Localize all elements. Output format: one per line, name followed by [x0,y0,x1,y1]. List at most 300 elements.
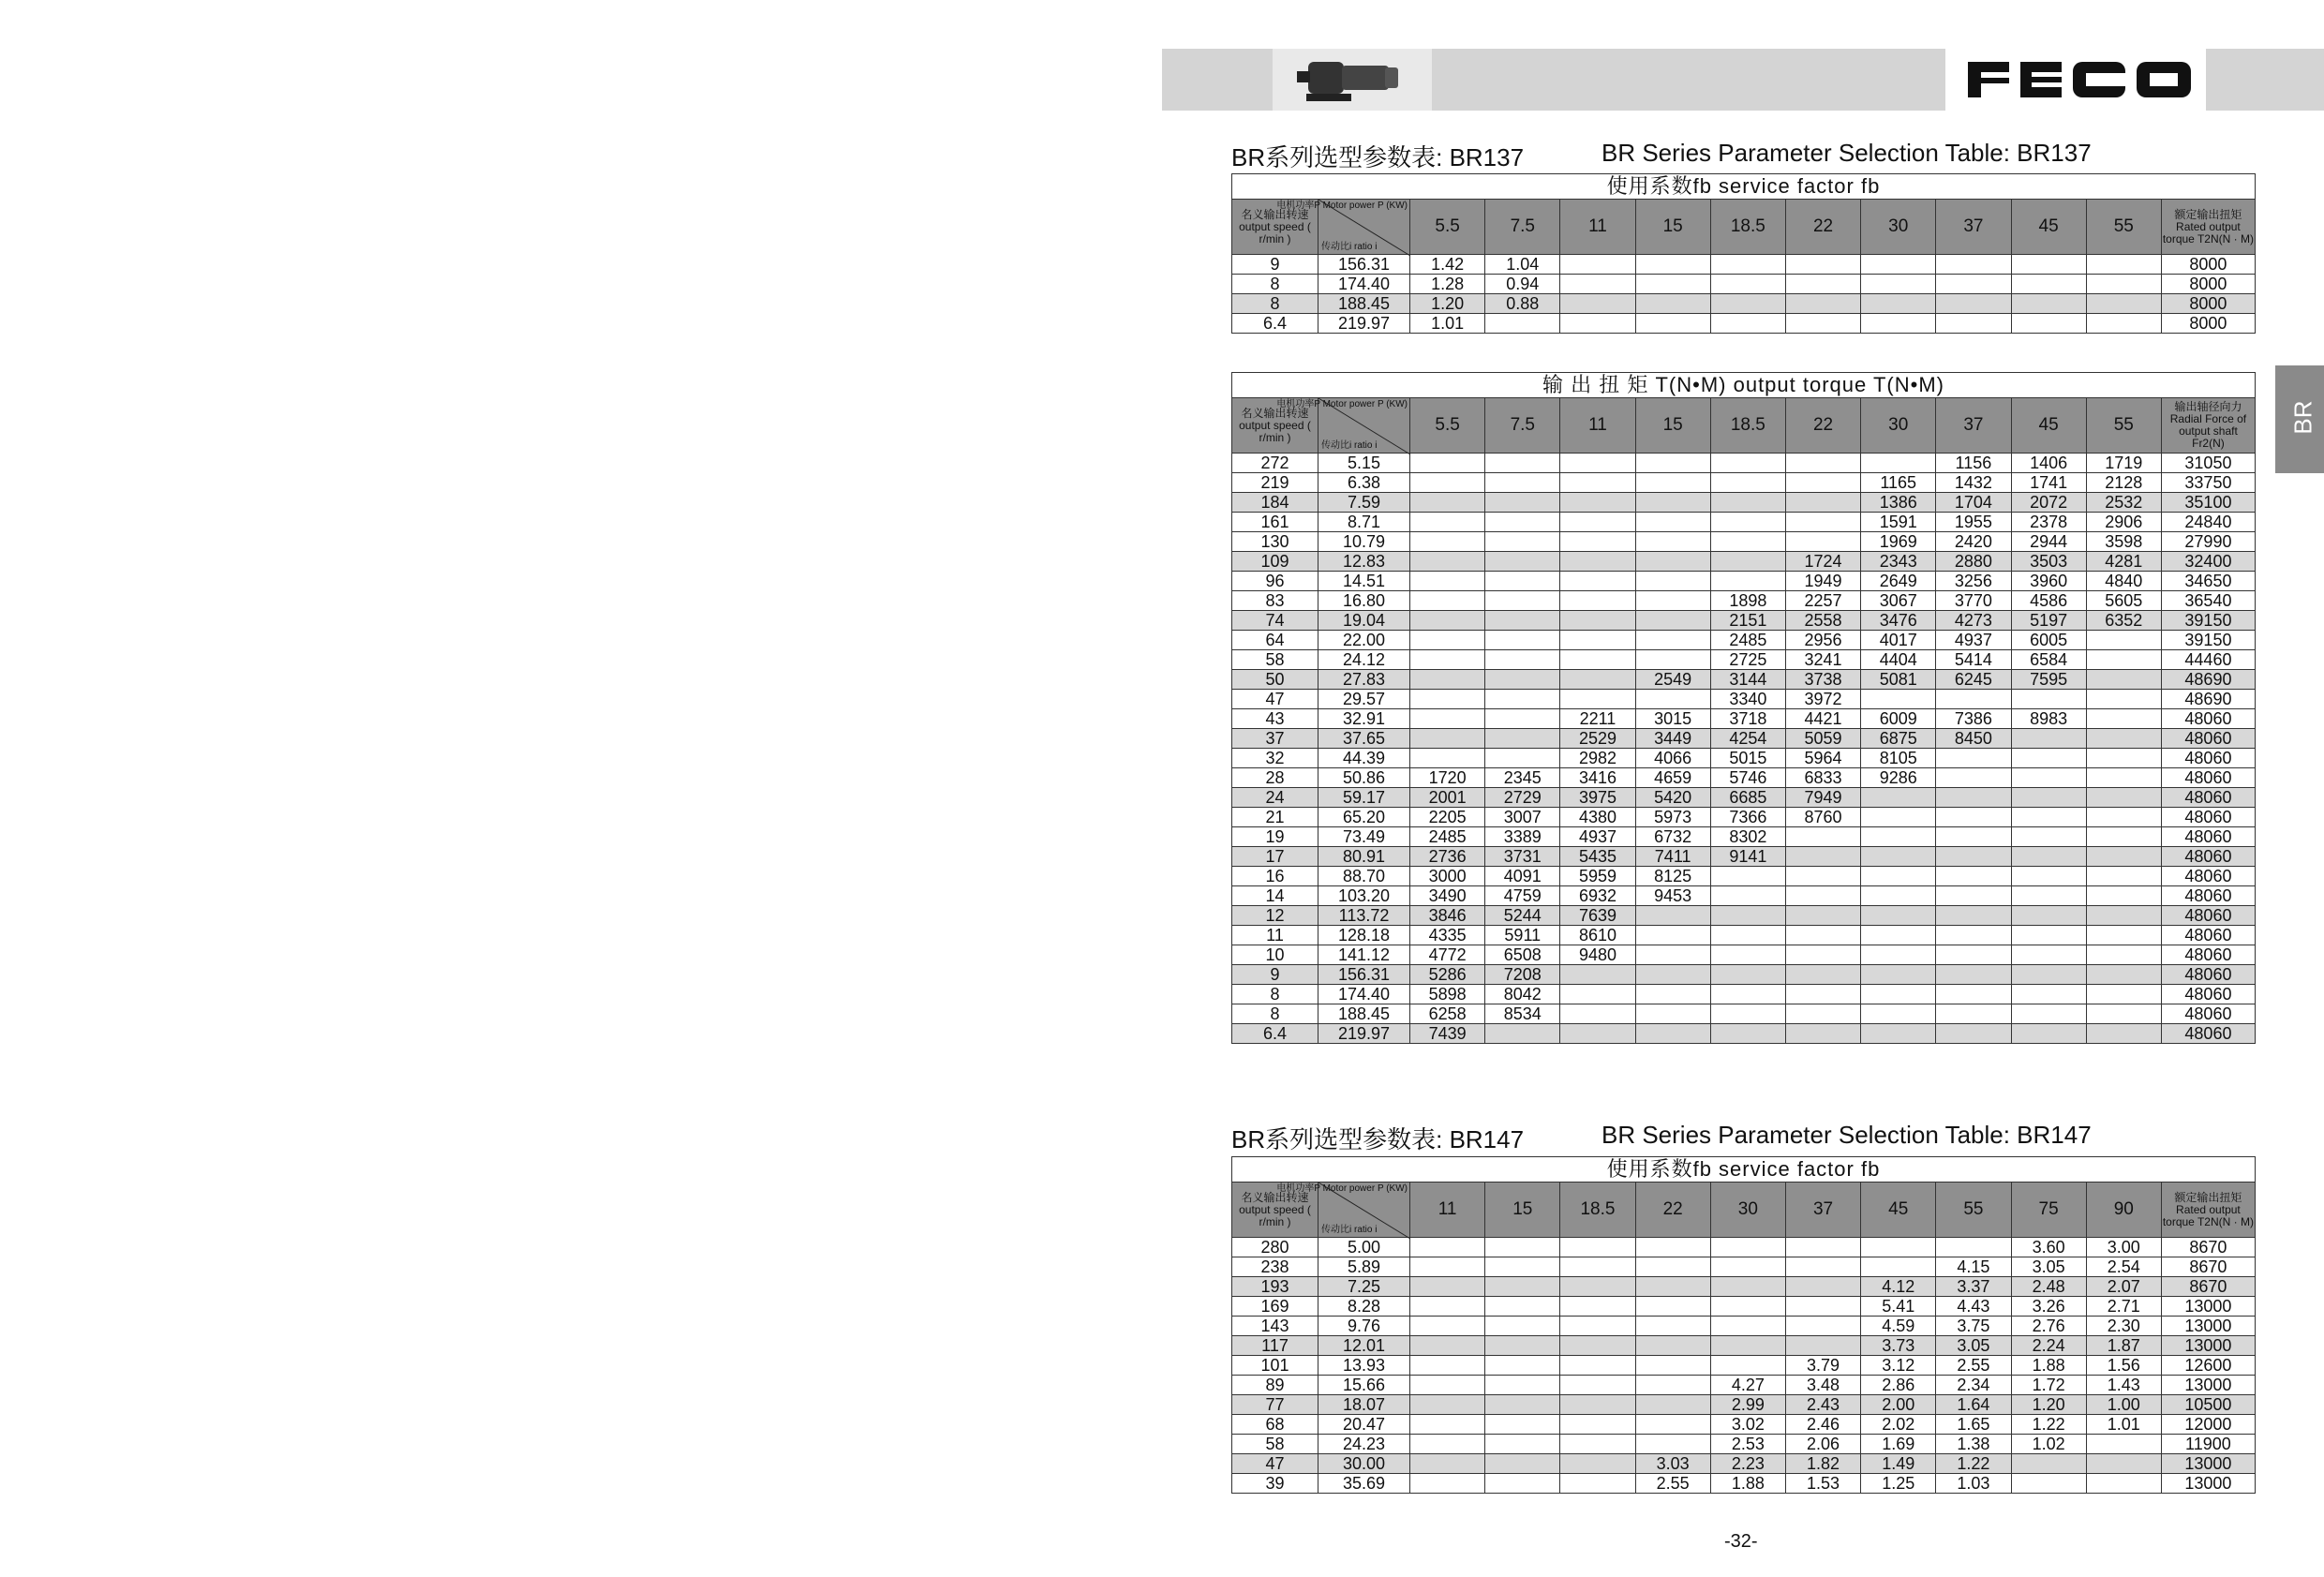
value-cell [1560,572,1635,591]
value-cell [1485,611,1560,631]
value-cell: 3490 [1410,886,1485,906]
speed-cell: 11 [1232,926,1318,945]
value-cell: 2.23 [1710,1454,1785,1474]
side-tab-label: BR [2288,400,2317,435]
table-row [1232,314,2256,334]
value-cell: 3975 [1560,788,1635,808]
value-cell: 7386 [1936,709,2011,729]
power-col: 45 [1861,1183,1936,1238]
value-cell [1936,1004,2011,1024]
value-cell: 3449 [1635,729,1710,749]
value-cell [1936,847,2011,867]
value-cell [2086,709,2161,729]
table-row [1232,1376,2256,1395]
value-cell [1410,513,1485,532]
value-cell [1485,1238,1560,1257]
value-cell [1635,294,1710,314]
value-cell: 5081 [1861,670,1936,690]
value-cell [1785,965,1860,985]
value-cell [1410,729,1485,749]
table-caption: 使用系数fb service factor fb [1232,174,2256,200]
value-cell [1861,985,1936,1004]
power-ratio-header: 电机功率P Motor power P (KW) 传动比i ratio i [1318,398,1410,454]
value-cell: 1.38 [1936,1435,2011,1454]
table-row [1232,768,2256,788]
value-cell: 4.59 [1861,1317,1936,1336]
value-cell [1936,294,2011,314]
speed-cell: 83 [1232,591,1318,611]
value-cell: 2205 [1410,808,1485,827]
value-cell [1485,513,1560,532]
value-cell [1410,1257,1485,1277]
value-cell [1785,906,1860,926]
value-cell [1485,1277,1560,1297]
speed-cell: 109 [1232,552,1318,572]
header-bar-right [2206,49,2324,111]
power-col: 45 [2011,200,2086,255]
value-cell: 3718 [1710,709,1785,729]
value-cell [2011,729,2086,749]
power-col: 11 [1410,1183,1485,1238]
value-cell [2086,631,2161,650]
value-cell: 2485 [1710,631,1785,650]
value-cell [2086,650,2161,670]
value-cell [1560,1356,1635,1376]
value-cell: 7208 [1485,965,1560,985]
page-number: -32- [1724,1531,1758,1552]
value-cell [1485,631,1560,650]
value-cell: 1165 [1861,473,1936,493]
value-cell [1785,1317,1860,1336]
last-cell: 8670 [2161,1257,2255,1277]
value-cell: 4772 [1410,945,1485,965]
value-cell [1560,454,1635,473]
power-col: 22 [1635,1183,1710,1238]
value-cell [1861,788,1936,808]
ratio-cell: 113.72 [1318,906,1410,926]
table-row [1232,788,2256,808]
last-cell: 48060 [2161,709,2255,729]
power-col: 7.5 [1485,200,1560,255]
value-cell: 1.20 [1410,294,1485,314]
table-row [1232,985,2256,1004]
value-cell: 5414 [1936,650,2011,670]
value-cell: 2.00 [1861,1395,1936,1415]
ratio-cell: 37.65 [1318,729,1410,749]
last-cell: 12600 [2161,1356,2255,1376]
value-cell: 3007 [1485,808,1560,827]
value-cell [1410,631,1485,650]
value-cell: 4066 [1635,749,1710,768]
value-cell: 4759 [1485,886,1560,906]
ratio-cell: 5.89 [1318,1257,1410,1277]
value-cell [2011,886,2086,906]
value-cell [1560,1238,1635,1257]
value-cell [1861,886,1936,906]
speed-cell: 50 [1232,670,1318,690]
value-cell [2011,965,2086,985]
value-cell [2011,768,2086,788]
value-cell [1936,788,2011,808]
value-cell: 1741 [2011,473,2086,493]
value-cell [2011,294,2086,314]
value-cell [1936,768,2011,788]
speed-cell: 68 [1232,1415,1318,1435]
value-cell: 2.24 [2011,1336,2086,1356]
last-cell: 48060 [2161,788,2255,808]
value-cell: 3.75 [1936,1317,2011,1336]
value-cell [1785,294,1860,314]
value-cell [2086,985,2161,1004]
value-cell: 3.48 [1785,1376,1860,1395]
value-cell [1410,1317,1485,1336]
last-cell: 39150 [2161,611,2255,631]
value-cell: 6932 [1560,886,1635,906]
speed-cell: 39 [1232,1474,1318,1494]
value-cell [1785,1024,1860,1044]
value-cell: 1.82 [1785,1454,1860,1474]
value-cell: 8042 [1485,985,1560,1004]
value-cell: 2485 [1410,827,1485,847]
value-cell [1785,493,1860,513]
value-cell: 2906 [2086,513,2161,532]
value-cell [1785,275,1860,294]
value-cell [1560,670,1635,690]
value-cell [2086,827,2161,847]
power-col: 5.5 [1410,398,1485,454]
value-cell: 5964 [1785,749,1860,768]
value-cell: 1.49 [1861,1454,1936,1474]
value-cell: 5286 [1410,965,1485,985]
value-cell [1710,1297,1785,1317]
table-row [1232,1395,2256,1415]
value-cell [2086,1004,2161,1024]
value-cell [1936,275,2011,294]
last-cell: 12000 [2161,1415,2255,1435]
power-col: 18.5 [1560,1183,1635,1238]
last-cell: 13000 [2161,1376,2255,1395]
ratio-cell: 59.17 [1318,788,1410,808]
value-cell: 4.43 [1936,1297,2011,1317]
table-row [1232,473,2256,493]
power-col: 37 [1936,200,2011,255]
value-cell: 2532 [2086,493,2161,513]
value-cell [1410,1395,1485,1415]
table-row [1232,275,2256,294]
value-cell [1485,749,1560,768]
value-cell [2086,729,2161,749]
value-cell [1560,473,1635,493]
value-cell: 3731 [1485,847,1560,867]
speed-cell: 47 [1232,690,1318,709]
value-cell: 1.01 [2086,1415,2161,1435]
value-cell: 4586 [2011,591,2086,611]
value-cell: 3.03 [1635,1454,1710,1474]
value-cell [1485,314,1560,334]
speed-cell: 101 [1232,1356,1318,1376]
value-cell [2086,690,2161,709]
value-cell [1635,631,1710,650]
ratio-cell: 5.15 [1318,454,1410,473]
value-cell: 2343 [1861,552,1936,572]
value-cell [1410,552,1485,572]
svg-text:FECO: FECO [1968,56,1971,57]
value-cell [2011,827,2086,847]
ratio-cell: 10.79 [1318,532,1410,552]
value-cell [1710,985,1785,1004]
value-cell [1560,552,1635,572]
value-cell: 3015 [1635,709,1710,729]
value-cell: 1.28 [1410,275,1485,294]
last-cell: 35100 [2161,493,2255,513]
ratio-cell: 174.40 [1318,275,1410,294]
value-cell [1485,1435,1560,1454]
br147-service-factor-table [1231,1156,2256,1494]
rated-torque-header: 额定输出扭矩 Rated output torque T2N(N · M) [2161,200,2255,255]
value-cell [2086,886,2161,906]
value-cell [1560,965,1635,985]
value-cell [1635,552,1710,572]
value-cell: 6685 [1710,788,1785,808]
value-cell: 3.05 [1936,1336,2011,1356]
last-cell: 13000 [2161,1317,2255,1336]
value-cell: 2.86 [1861,1376,1936,1395]
value-cell [1710,513,1785,532]
value-cell [2086,906,2161,926]
value-cell [2086,294,2161,314]
last-cell: 13000 [2161,1474,2255,1494]
value-cell [2086,275,2161,294]
br137-title-cn: BR系列选型参数表: BR137 [1231,143,1525,171]
power-col: 30 [1861,398,1936,454]
value-cell [2011,690,2086,709]
value-cell: 4.12 [1861,1277,1936,1297]
value-cell: 4.27 [1710,1376,1785,1395]
value-cell: 2.53 [1710,1435,1785,1454]
value-cell [1635,454,1710,473]
value-cell: 5015 [1710,749,1785,768]
table-row [1232,1277,2256,1297]
value-cell: 9141 [1710,847,1785,867]
value-cell: 3.26 [2011,1297,2086,1317]
ratio-cell: 20.47 [1318,1415,1410,1435]
value-cell: 4937 [1936,631,2011,650]
value-cell [1635,906,1710,926]
table-row [1232,690,2256,709]
value-cell [1410,1435,1485,1454]
value-cell [2086,965,2161,985]
ratio-cell: 5.00 [1318,1238,1410,1257]
speed-cell: 8 [1232,985,1318,1004]
ratio-cell: 9.76 [1318,1317,1410,1336]
value-cell [1785,847,1860,867]
value-cell [1485,1395,1560,1415]
value-cell [1635,926,1710,945]
speed-cell: 96 [1232,572,1318,591]
value-cell [1410,1277,1485,1297]
value-cell [1560,1257,1635,1277]
value-cell [2011,1004,2086,1024]
value-cell: 7639 [1560,906,1635,926]
power-col: 55 [1936,1183,2011,1238]
speed-cell: 21 [1232,808,1318,827]
value-cell: 1.64 [1936,1395,2011,1415]
value-cell [1785,255,1860,275]
value-cell: 3.79 [1785,1356,1860,1376]
table-row [1232,1454,2256,1474]
ratio-cell: 88.70 [1318,867,1410,886]
ratio-cell: 16.80 [1318,591,1410,611]
value-cell: 5197 [2011,611,2086,631]
value-cell: 3.02 [1710,1415,1785,1435]
table-row [1232,945,2256,965]
value-cell: 4254 [1710,729,1785,749]
value-cell: 1.56 [2086,1356,2161,1376]
table-row [1232,867,2256,886]
speed-cell: 43 [1232,709,1318,729]
value-cell [1710,552,1785,572]
last-cell: 33750 [2161,473,2255,493]
value-cell: 3416 [1560,768,1635,788]
br137-title-en: BR Series Parameter Selection Table: BR137 [1601,139,2092,167]
value-cell: 8105 [1861,749,1936,768]
ratio-cell: 219.97 [1318,314,1410,334]
value-cell: 3503 [2011,552,2086,572]
ratio-cell: 30.00 [1318,1454,1410,1474]
value-cell [1710,314,1785,334]
value-cell: 1.53 [1785,1474,1860,1494]
value-cell [1485,493,1560,513]
ratio-cell: 156.31 [1318,965,1410,985]
power-col: 5.5 [1410,200,1485,255]
value-cell: 5059 [1785,729,1860,749]
value-cell [1635,690,1710,709]
last-cell: 13000 [2161,1297,2255,1317]
value-cell [1485,709,1560,729]
value-cell [1861,314,1936,334]
value-cell [1785,314,1860,334]
power-col: 22 [1785,200,1860,255]
table-row [1232,808,2256,827]
last-cell: 48060 [2161,945,2255,965]
table-row [1232,1317,2256,1336]
value-cell: 8983 [2011,709,2086,729]
value-cell: 5.41 [1861,1297,1936,1317]
value-cell: 1591 [1861,513,1936,532]
power-col: 37 [1936,398,2011,454]
value-cell: 1.03 [1936,1474,2011,1494]
speed-cell: 6.4 [1232,314,1318,334]
value-cell: 4659 [1635,768,1710,788]
value-cell [1560,1277,1635,1297]
table-row [1232,1336,2256,1356]
value-cell: 1.04 [1485,255,1560,275]
value-cell: 2649 [1861,572,1936,591]
value-cell [1410,1415,1485,1435]
value-cell [1785,985,1860,1004]
value-cell [1560,591,1635,611]
last-cell: 48060 [2161,847,2255,867]
value-cell [2011,926,2086,945]
ratio-cell: 73.49 [1318,827,1410,847]
table-row [1232,827,2256,847]
value-cell [1635,965,1710,985]
value-cell [1861,906,1936,926]
value-cell [1485,591,1560,611]
value-cell [1785,1257,1860,1277]
last-cell: 36540 [2161,591,2255,611]
value-cell: 1.88 [1710,1474,1785,1494]
value-cell [1635,985,1710,1004]
value-cell: 2.02 [1861,1415,1936,1435]
value-cell [1410,473,1485,493]
value-cell [1635,1336,1710,1356]
speed-header: 名义输出转速 output speed ( r/min ) [1232,398,1318,454]
speed-cell: 9 [1232,965,1318,985]
value-cell: 1719 [2086,454,2161,473]
value-cell [1635,1277,1710,1297]
last-cell: 44460 [2161,650,2255,670]
last-cell: 48060 [2161,827,2255,847]
value-cell: 6875 [1861,729,1936,749]
value-cell [1485,1454,1560,1474]
value-cell [1936,1238,2011,1257]
value-cell: 4421 [1785,709,1860,729]
br137-service-factor-table [1231,173,2256,334]
value-cell [1410,1238,1485,1257]
last-cell: 31050 [2161,454,2255,473]
power-ratio-header: 电机功率P Motor power P (KW) 传动比i ratio i [1318,200,1410,255]
value-cell: 2.43 [1785,1395,1860,1415]
speed-cell: 24 [1232,788,1318,808]
table-row [1232,493,2256,513]
value-cell: 3.00 [2086,1238,2161,1257]
last-cell: 10500 [2161,1395,2255,1415]
value-cell [2086,314,2161,334]
value-cell: 1720 [1410,768,1485,788]
ratio-cell: 8.71 [1318,513,1410,532]
value-cell [1560,294,1635,314]
ratio-cell: 188.45 [1318,294,1410,314]
value-cell [1936,906,2011,926]
last-cell: 48060 [2161,729,2255,749]
value-cell [1936,749,2011,768]
ratio-cell: 65.20 [1318,808,1410,827]
value-cell [1635,1238,1710,1257]
speed-cell: 10 [1232,945,1318,965]
value-cell [1485,1336,1560,1356]
value-cell: 3144 [1710,670,1785,690]
speed-cell: 130 [1232,532,1318,552]
value-cell: 5973 [1635,808,1710,827]
value-cell [1410,591,1485,611]
value-cell: 4017 [1861,631,1936,650]
value-cell [1861,1257,1936,1277]
value-cell: 2.55 [1936,1356,2011,1376]
value-cell: 1.69 [1861,1435,1936,1454]
value-cell [1560,1435,1635,1454]
power-col: 18.5 [1710,200,1785,255]
value-cell [2086,768,2161,788]
value-cell [1410,1356,1485,1376]
power-col: 30 [1861,200,1936,255]
value-cell: 2956 [1785,631,1860,650]
last-cell: 8000 [2161,294,2255,314]
table-row [1232,650,2256,670]
value-cell [1485,729,1560,749]
ratio-cell: 174.40 [1318,985,1410,1004]
value-cell [1635,1297,1710,1317]
